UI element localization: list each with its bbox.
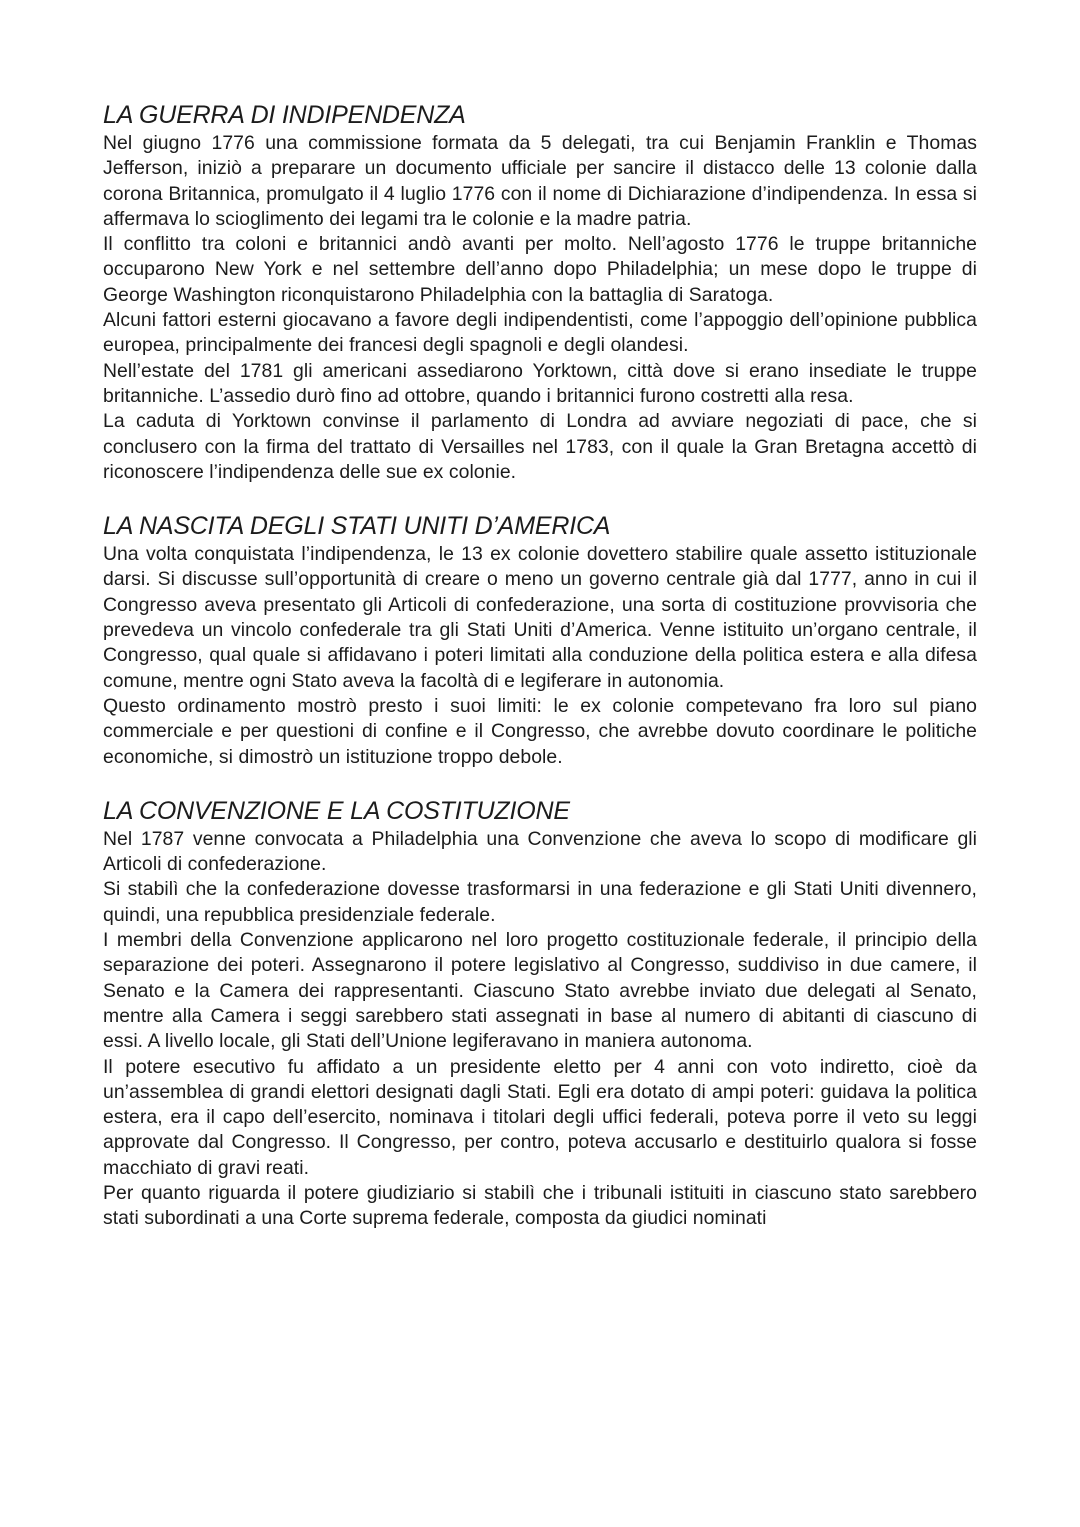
paragraph: Una volta conquistata l’indipendenza, le 13 ex colonie dovettero stabilire quale assetto istituzionale darsi. Si discusse sull’opportunità di creare o meno un governo centrale già dal 1777, anno in cui il Congresso aveva presentato gli Articoli di confederazione, una sorta di costituzione provvisoria che prevedeva un vincolo confederale tra gli Stati Uniti d’America. Venne istituito un’organo centrale, il Congresso, qual quale si affidavano i poteri limitati alla conduzione della politica estera e alla difesa comune, mentre ogni Stato aveva la facoltà di e legiferare in autonomia. [103, 543, 977, 692]
section-title: LA CONVENZIONE E LA COSTITUZIONE [103, 796, 570, 825]
paragraph: I membri della Convenzione applicarono nel loro progetto costituzionale federale, il principio della separazione dei poteri. Assegnarono il potere legislativo al Congresso, suddiviso in due camere, il Senato e la Camera dei rappresentanti. Ciascuno Stato avrebbe inviato due delegati al Senato, mentre alla Camera i seggi sarebbero stati assegnati in base al numero di abitanti di ciascuno di essi. A livello locale, gli Stati dell’Unione legiferavano in maniera autonoma. [103, 929, 977, 1053]
section-title: LA GUERRA DI INDIPENDENZA [103, 101, 466, 129]
paragraph: Si stabilì che la confederazione dovesse trasformarsi in una federazione e gli Stati Uniti divennero, quindi, una repubblica presidenziale federale. [103, 878, 977, 926]
paragraph: Nel giugno 1776 una commissione formata da 5 delegati, tra cui Benjamin Franklin e Thomas Jefferson, iniziò a preparare un documento ufficiale per sancire il distacco delle 13 colonie dalla corona Britannica, promulgato il 4 luglio 1776 con il nome di Dichiarazione d’indipendenza. In essa si affermava lo scioglimento dei legami tra le colonie e la madre patria. [103, 132, 977, 230]
paragraph: La caduta di Yorktown convinse il parlamento di Londra ad avviare negoziati di pace, che si conclusero con la firma del trattato di Versailles nel 1783, con il quale la Gran Bretagna accettò di riconoscere l’indipendenza delle sue ex colonie. [103, 410, 977, 483]
paragraph: Il potere esecutivo fu affidato a un presidente eletto per 4 anni con voto indiretto, cioè da un’assemblea di grandi elettori designati dagli Stati. Egli era dotato di ampi poteri: guidava la politica estera, era il capo dell’esercito, nominava i titolari degli uffici federali, poteva porre il veto su leggi approvate dal Congresso. Il Congresso, per contro, poteva accusarlo e destituirlo qualora si fosse macchiato di gravi reati. [103, 1055, 977, 1179]
section-title: LA NASCITA DEGLI STATI UNITI D’AMERICA [103, 512, 611, 541]
paragraph: Nell’estate del 1781 gli americani assediarono Yorktown, città dove si erano insediate le truppe britanniche. L’assedio durò fino ad ottobre, quando i britannici furono costretti alla resa. [103, 359, 977, 407]
paragraph: Per quanto riguarda il potere giudiziario si stabilì che i tribunali istituiti in ciascuno stato sarebbero stati subordinati a una Corte suprema federale, composta da giudici nominati [103, 1181, 977, 1230]
section-convenzione-costituzione [103, 796, 977, 1232]
paragraph: Alcuni fattori esterni giocavano a favore degli indipendentisti, come l’appoggio dell’opinione pubblica europea, principalmente dei francesi degli spagnoli e degli olandesi. [103, 309, 977, 357]
section-nascita-stati-uniti [103, 511, 977, 770]
paragraph: Il conflitto tra coloni e britannici andò avanti per molto. Nell’agosto 1776 le truppe britanniche occuparono New York e nel settembre dell’anno dopo Philadelphia; un mese dopo le truppe di George Washington riconquistarono Philadelphia con la battaglia di Saratoga. [103, 233, 977, 306]
section-guerra-indipendenza [103, 100, 977, 485]
paragraph: Nel 1787 venne convocata a Philadelphia una Convenzione che aveva lo scopo di modificare gli Articoli di confederazione. [103, 827, 977, 876]
paragraph: Questo ordinamento mostrò presto i suoi limiti: le ex colonie competevano fra loro sul piano commerciale e per questioni di confine e il Congresso, che avrebbe dovuto coordinare le politiche economiche, si dimostrò un istituzione troppo debole. [103, 694, 977, 768]
document-page [103, 100, 977, 1232]
